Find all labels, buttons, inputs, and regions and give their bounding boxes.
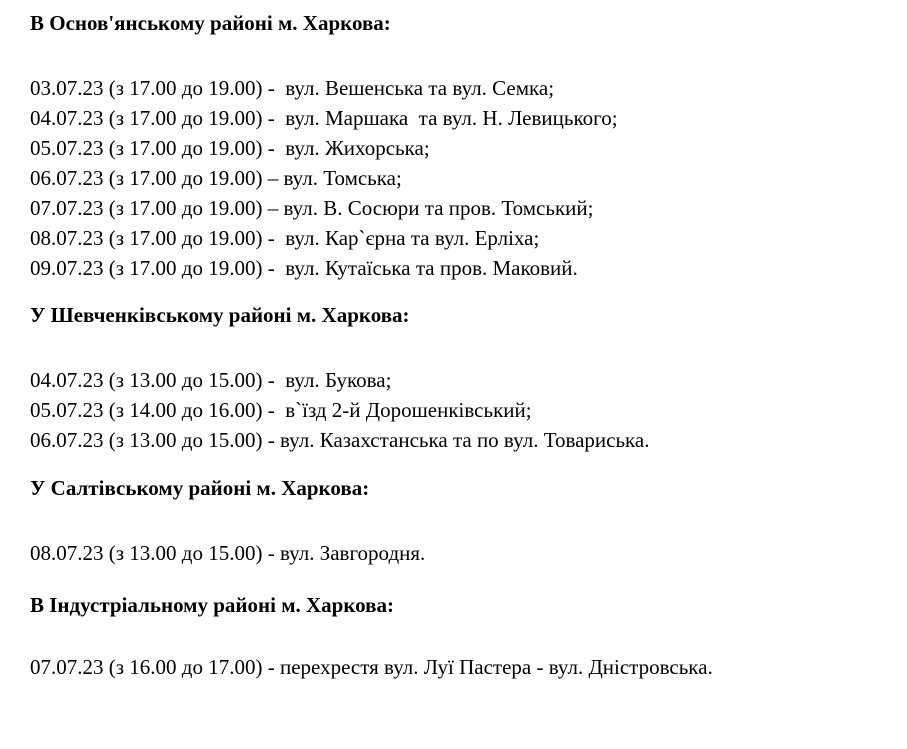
schedule-line: 04.07.23 (з 13.00 до 15.00) - вул. Букова; bbox=[30, 368, 392, 392]
schedule-line: 07.07.23 (з 16.00 до 17.00) - перехрестя вул. Луї Пастера - вул. Дністровська. bbox=[30, 655, 713, 679]
section-heading: В Основ'янському районі м. Харкова: bbox=[30, 11, 391, 35]
schedule-line: 06.07.23 (з 13.00 до 15.00) - вул. Казахстанська та по вул. Товариська. bbox=[30, 428, 650, 452]
schedule-line: 08.07.23 (з 13.00 до 15.00) - вул. Завгородня. bbox=[30, 541, 426, 565]
schedule-list bbox=[30, 538, 887, 568]
schedule-line: 07.07.23 (з 17.00 до 19.00) – вул. В. Сосюри та пров. Томський; bbox=[30, 196, 594, 220]
schedule-line: 06.07.23 (з 17.00 до 19.00) – вул. Томська; bbox=[30, 166, 402, 190]
schedule-list bbox=[30, 652, 887, 682]
section-osnovyanskyi bbox=[30, 13, 887, 283]
section-heading: В Індустріальному районі м. Харкова: bbox=[30, 593, 394, 617]
schedule-list bbox=[30, 73, 887, 283]
schedule-line: 05.07.23 (з 17.00 до 19.00) - вул. Жихорська; bbox=[30, 136, 430, 160]
schedule-line: 08.07.23 (з 17.00 до 19.00) - вул. Кар`єрна та вул. Ерліха; bbox=[30, 226, 540, 250]
section-saltivskyi bbox=[30, 478, 887, 568]
section-shevchenkivskyi bbox=[30, 305, 887, 455]
schedule-line: 03.07.23 (з 17.00 до 19.00) - вул. Вешенська та вул. Семка; bbox=[30, 76, 555, 100]
schedule-line: 05.07.23 (з 14.00 до 16.00) - в`їзд 2-й Дорошенківський; bbox=[30, 398, 532, 422]
section-heading: У Шевченківському районі м. Харкова: bbox=[30, 303, 410, 327]
schedule-line: 09.07.23 (з 17.00 до 19.00) - вул. Кутаїська та пров. Маковий. bbox=[30, 256, 578, 280]
section-industrialnyi bbox=[30, 595, 887, 682]
schedule-line: 04.07.23 (з 17.00 до 19.00) - вул. Маршака та вул. Н. Левицького; bbox=[30, 106, 618, 130]
schedule-list bbox=[30, 365, 887, 455]
section-heading: У Салтівському районі м. Харкова: bbox=[30, 476, 370, 500]
